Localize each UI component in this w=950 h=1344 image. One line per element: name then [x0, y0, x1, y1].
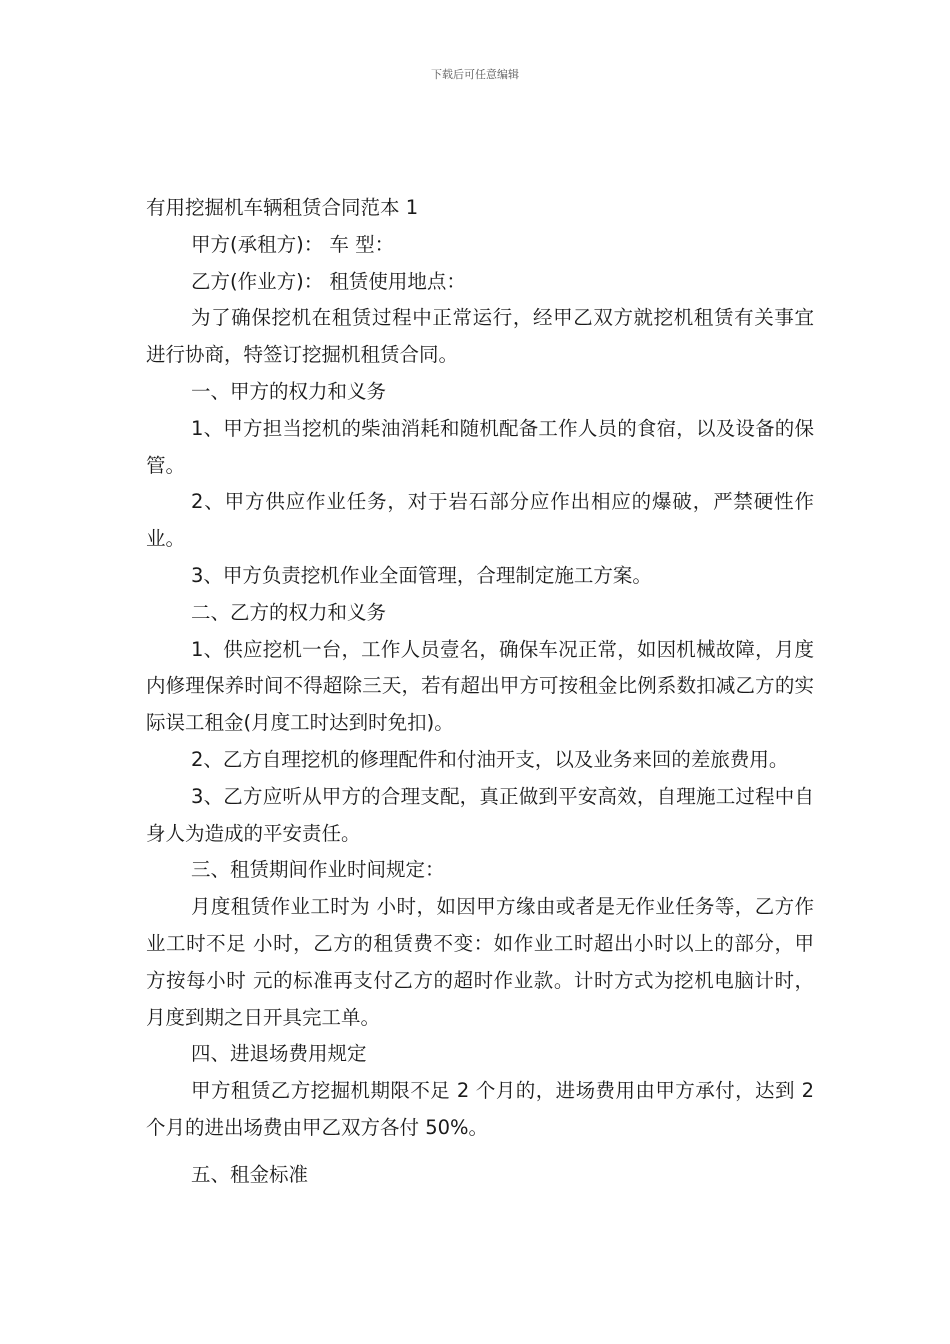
section-heading-3: 三、租赁期间作业时间规定：: [191, 858, 445, 882]
clause-paragraph: 1、甲方担当挖机的柴油消耗和随机配备工作人员的食宿，以及设备的保管。: [146, 416, 814, 477]
clause-paragraph: 2、乙方自理挖机的修理配件和付油开支，以及业务来回的差旅费用。: [191, 747, 789, 771]
page-header-note: 下载后可任意编辑: [431, 68, 519, 81]
section-heading-5: 五、租金标准: [191, 1162, 309, 1186]
clause-paragraph: 2、甲方供应作业任务，对于岩石部分应作出相应的爆破，严禁硬性作业。: [146, 490, 814, 551]
section-heading-1: 一、甲方的权力和义务: [191, 379, 387, 403]
section-heading-2: 二、乙方的权力和义务: [191, 600, 387, 624]
party-a-line: 甲方(承租方)： 车 型：: [191, 232, 395, 256]
document-title: 有用挖掘机车辆租赁合同范本 1: [146, 196, 419, 219]
clause-paragraph: 月度租赁作业工时为 小时，如因甲方缘由或者是无作业任务等，乙方作业工时不足 小时，乙方的租赁费不变：如作业工时超出小时以上的部分，甲方按每小时 元的标准再支付乙方的超时作业款。计时方式为挖机电脑计时，月度到期之日开具完工单。: [146, 895, 814, 1029]
clause-paragraph: 3、甲方负责挖机作业全面管理，合理制定施工方案。: [191, 563, 652, 587]
clause-paragraph: 甲方租赁乙方挖掘机期限不足 2 个月的，进场费用由甲方承付，达到 2 个月的进出场费由甲乙双方各付 50%。: [146, 1079, 814, 1139]
document-body: [146, 190, 814, 1194]
clause-paragraph: 1、供应挖机一台，工作人员壹名，确保车况正常，如因机械故障，月度内修理保养时间不得超除三天，若有超出甲方可按租金比例系数扣减乙方的实际误工租金(月度工时达到时免扣)。: [146, 637, 814, 735]
clause-paragraph: 3、乙方应听从甲方的合理支配，真正做到平安高效，自理施工过程中自身人为造成的平安责任。: [146, 784, 814, 845]
preamble-paragraph: 为了确保挖机在租赁过程中正常运行，经甲乙双方就挖机租赁有关事宜进行协商，特签订挖掘机租赁合同。: [146, 306, 814, 367]
section-heading-4: 四、进退场费用规定: [191, 1042, 367, 1066]
party-b-line: 乙方(作业方)： 租赁使用地点：: [191, 269, 466, 293]
